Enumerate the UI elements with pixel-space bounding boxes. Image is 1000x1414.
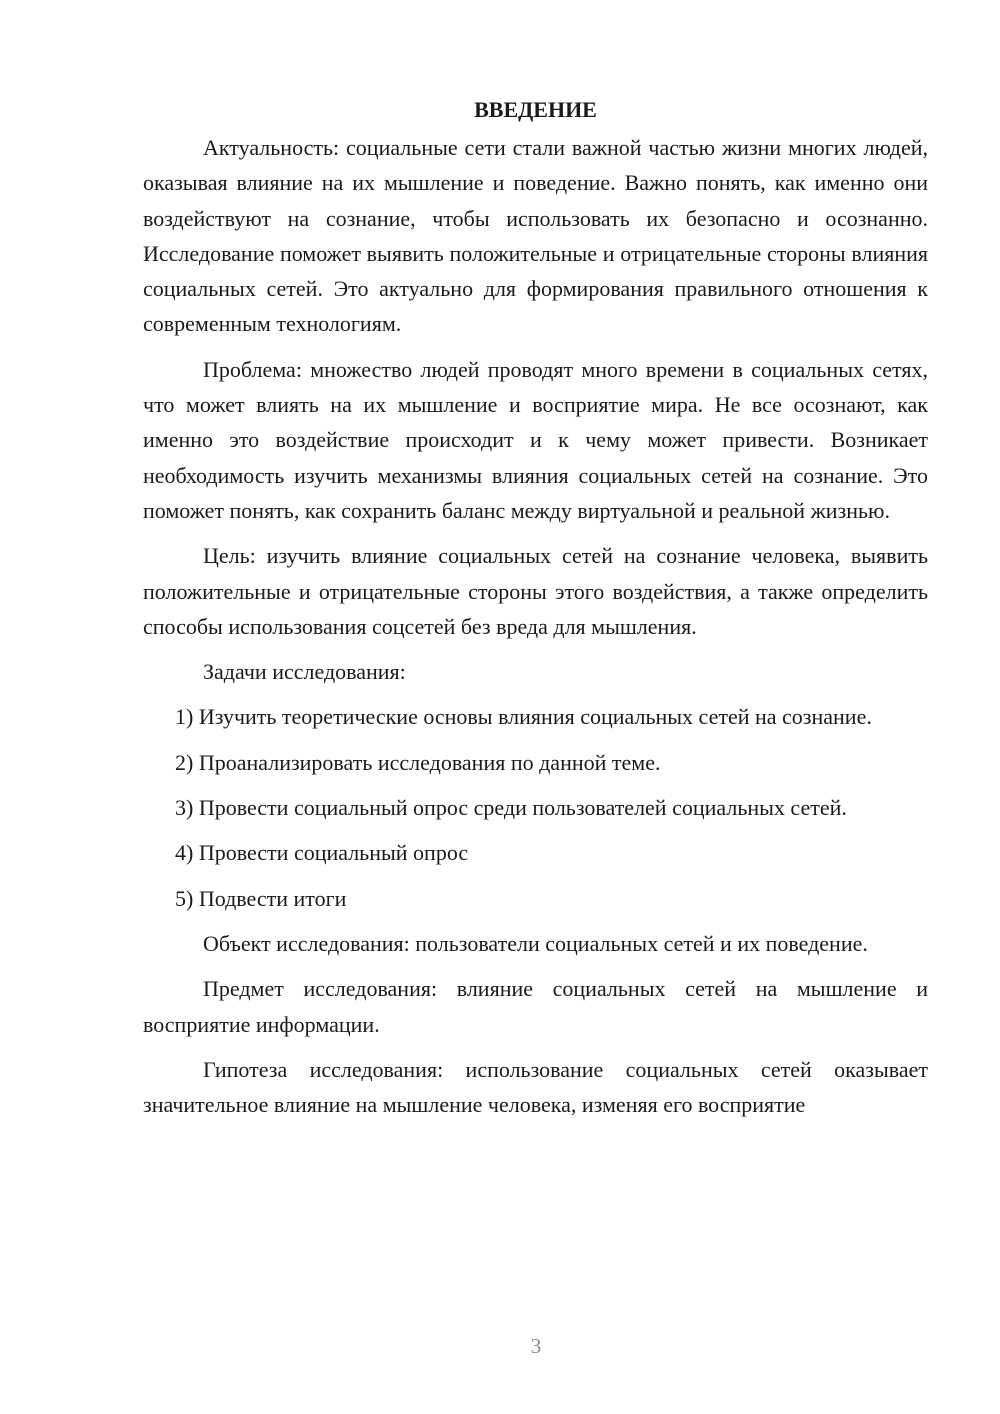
- task-item-3: 3) Провести социальный опрос среди пользователей социальных сетей.: [175, 795, 847, 821]
- page-number: 3: [530, 1334, 542, 1358]
- section-title: ВВЕДЕНИЕ: [474, 97, 597, 122]
- paragraph-object: Объект исследования: пользователи социальных сетей и их поведение.: [203, 930, 868, 956]
- task-item-1: 1) Изучить теоретические основы влияния социальных сетей на сознание.: [175, 704, 872, 730]
- task-item-2: 2) Проанализировать исследования по данной теме.: [175, 749, 661, 775]
- paragraph-relevance: Актуальность: социальные сети стали важной частью жизни многих людей, оказывая влияние на их мышление и поведение. Важно понять, как именно они воздействуют на сознание, чтобы использовать их безопасно и осознанно. Исследование поможет выявить положительные и отрицательные стороны влияния социальных сетей. Это актуально для формирования правильного отношения к современным технологиям.: [143, 135, 928, 337]
- paragraph-problem: Проблема: множество людей проводят много времени в социальных сетях, что может влиять на их мышление и восприятие мира. Не все осознают, как именно это воздействие происходит и к чему может привести. Возникает необходимость изучить механизмы влияния социальных сетей на сознание. Это поможет понять, как сохранить баланс между виртуальной и реальной жизнью.: [143, 356, 928, 523]
- paragraph-tasks-heading: Задачи исследования:: [203, 659, 406, 685]
- page-content: [143, 92, 928, 1132]
- task-item-4: 4) Провести социальный опрос: [175, 840, 469, 866]
- paragraph-subject: Предмет исследования: влияние социальных сетей на мышление и восприятие информации.: [143, 976, 928, 1037]
- paragraph-goal: Цель: изучить влияние социальных сетей на сознание человека, выявить положительные и отрицательные стороны этого воздействия, а также определить способы использования соцсетей без вреда для мышления.: [143, 543, 928, 639]
- task-item-5: 5) Подвести итоги: [175, 885, 347, 911]
- paragraph-hypothesis: Гипотеза исследования: использование социальных сетей оказывает значительное влияние на мышление человека, изменяя его восприятие: [143, 1056, 928, 1118]
